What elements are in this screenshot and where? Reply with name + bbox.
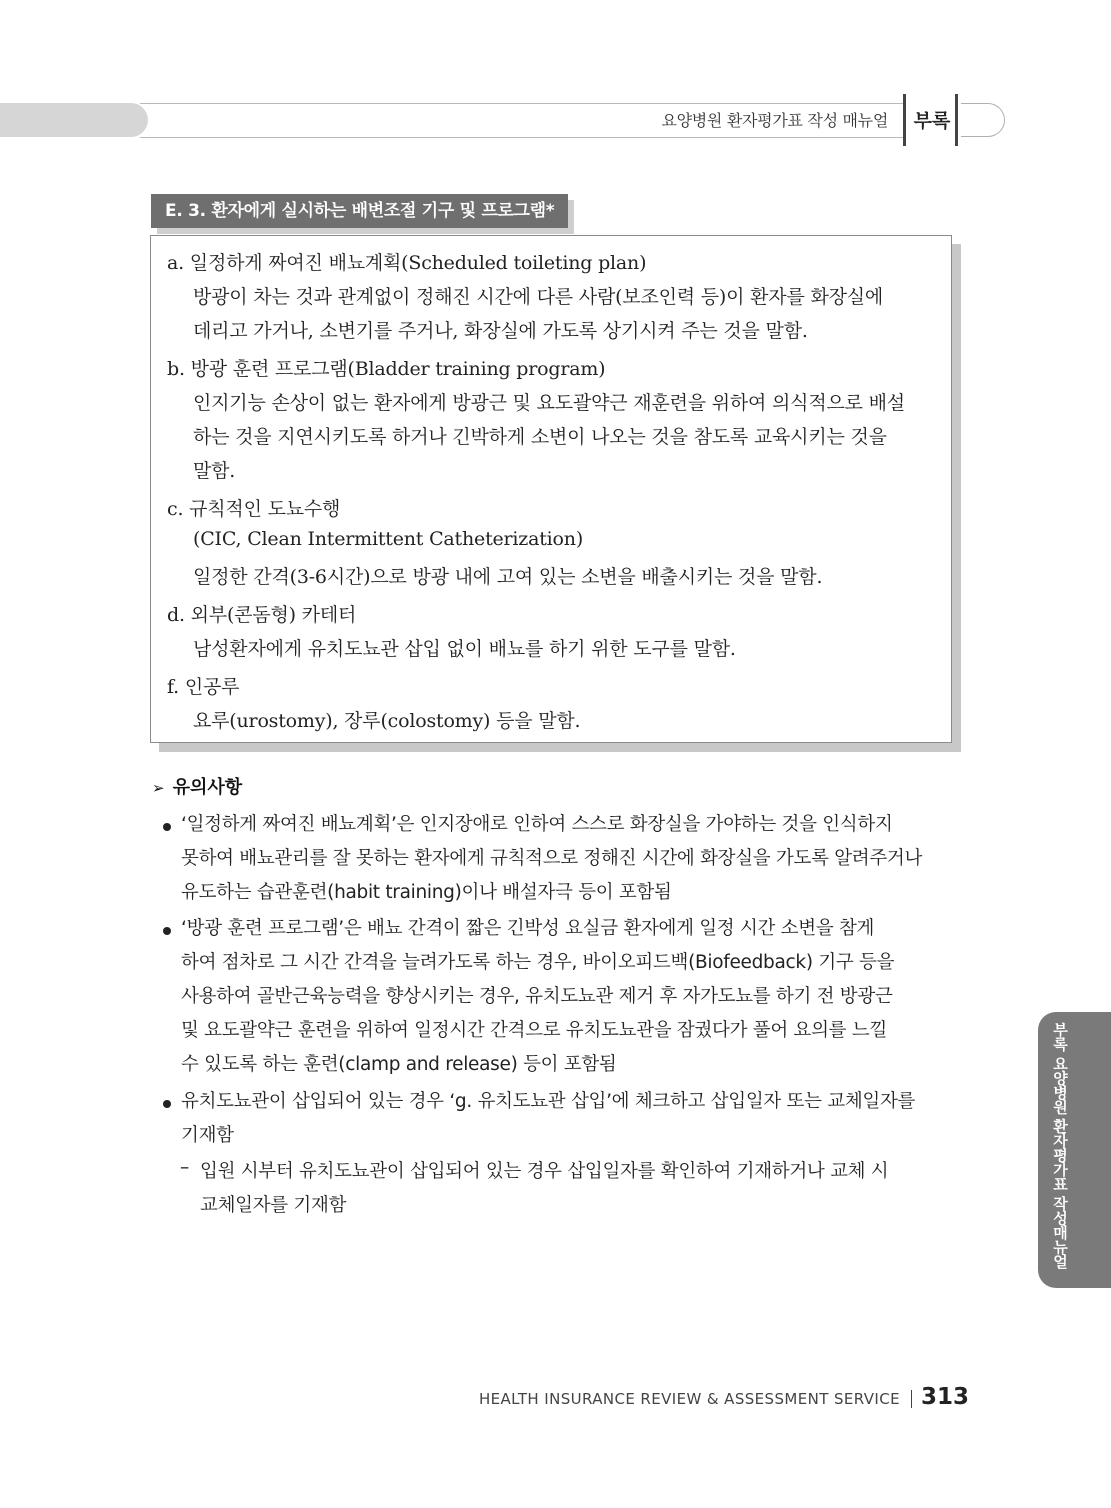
bullet-icon bbox=[163, 823, 171, 831]
note-2-line: 및 요도괄약근 훈련을 위하여 일정시간 간격으로 유치도뇨관을 잠궜다가 풀어 요의를 느낄 bbox=[181, 1020, 887, 1041]
definition-c-text: (CIC, Clean Intermittent Catheterization) bbox=[193, 528, 584, 550]
definition-b-text: 하는 것을 지연시키도록 하거나 긴박하게 소변이 나오는 것을 참도록 교육시키는 것을 bbox=[193, 426, 887, 448]
header-rule-bottom bbox=[140, 137, 905, 138]
header-section-label: 부록 bbox=[913, 110, 951, 132]
bullet-icon bbox=[163, 1100, 171, 1108]
header-divider-right bbox=[955, 94, 958, 146]
header-band-left bbox=[0, 103, 148, 137]
arrow-right-icon: ➢ bbox=[152, 779, 165, 797]
definition-f-heading: f. 인공루 bbox=[167, 676, 240, 698]
definition-f-text: 요루(urostomy), 장루(colostomy) 등을 말함. bbox=[193, 710, 581, 732]
header-doc-title: 요양병원 환자평가표 작성 매뉴얼 bbox=[661, 111, 888, 130]
note-3-line: 기재함 bbox=[181, 1125, 234, 1146]
note-3-line: 유치도뇨관이 삽입되어 있는 경우 ‘g. 유치도뇨관 삽입’에 체크하고 삽입일자 또는 교체일자를 bbox=[181, 1091, 916, 1112]
header-band-right bbox=[961, 103, 1005, 137]
note-1-line: 못하여 배뇨관리를 잘 못하는 환자에게 규칙적으로 정해진 시간에 화장실을 가도록 알려주거나 bbox=[181, 848, 923, 869]
page-number: 313 bbox=[921, 1384, 970, 1410]
note-3-sub-line: 입원 시부터 유치도뇨관이 삽입되어 있는 경우 삽입일자를 확인하여 기재하거나 교체 시 bbox=[200, 1161, 889, 1182]
definition-a-heading: a. 일정하게 짜여진 배뇨계획(Scheduled toileting plan) bbox=[167, 252, 647, 274]
note-3-sub-line: 교체일자를 기재함 bbox=[200, 1195, 347, 1216]
definition-c-heading: c. 규칙적인 도뇨수행 bbox=[167, 498, 341, 520]
note-2-line: ‘방광 훈련 프로그램’은 배뇨 간격이 짧은 긴박성 요실금 환자에게 일정 시간 소변을 참게 bbox=[181, 918, 875, 939]
notes-heading-text: 유의사항 bbox=[172, 777, 243, 798]
footer-org: HEALTH INSURANCE REVIEW & ASSESSMENT SERVICE bbox=[478, 1390, 900, 1408]
definition-a-text: 데리고 가거나, 소변기를 주거나, 화장실에 가도록 상기시켜 주는 것을 말함. bbox=[193, 320, 808, 342]
note-1-line: 유도하는 습관훈련(habit training)이나 배설자극 등이 포함됨 bbox=[181, 882, 672, 903]
header-divider-left bbox=[903, 94, 906, 146]
notes-heading bbox=[152, 773, 242, 799]
bullet-icon bbox=[163, 927, 171, 935]
note-1-line: ‘일정하게 짜여진 배뇨계획’은 인지장애로 인하여 스스로 화장실을 가야하는 것을 인식하지 bbox=[181, 814, 893, 835]
definition-d-text: 남성환자에게 유치도뇨관 삽입 없이 배뇨를 하기 위한 도구를 말함. bbox=[193, 638, 736, 660]
definition-b-heading: b. 방광 훈련 프로그램(Bladder training program) bbox=[167, 358, 606, 380]
note-2-line: 사용하여 골반근육능력을 향상시키는 경우, 유치도뇨관 제거 후 자가도뇨를 하기 전 방광근 bbox=[181, 986, 893, 1007]
header-rule-top bbox=[140, 103, 905, 104]
note-2-line: 하여 점차로 그 시간 간격을 늘려가도록 하는 경우, 바이오피드백(Biofeedback) 기구 등을 bbox=[181, 952, 895, 973]
definitions-box bbox=[150, 235, 952, 743]
definition-d-heading: d. 외부(콘돔형) 카테터 bbox=[167, 604, 357, 626]
footer-divider bbox=[911, 1390, 912, 1408]
side-index-tab-label: 부록 요양병원 환자평가표 작성매뉴얼 bbox=[1051, 1022, 1069, 1269]
definition-c-text: 일정한 간격(3-6시간)으로 방광 내에 고여 있는 소변을 배출시키는 것을 말함. bbox=[193, 566, 823, 588]
dash-marker: – bbox=[180, 1157, 190, 1178]
definition-b-text: 말함. bbox=[193, 460, 236, 482]
note-2-line: 수 있도록 하는 훈련(clamp and release) 등이 포함됨 bbox=[181, 1054, 617, 1075]
definition-b-text: 인지기능 손상이 없는 환자에게 방광근 및 요도괄약근 재훈련을 위하여 의식적으로 배설 bbox=[193, 392, 905, 414]
section-title: E. 3. 환자에게 실시하는 배변조절 기구 및 프로그램* bbox=[151, 194, 568, 228]
definition-a-text: 방광이 차는 것과 관계없이 정해진 시간에 다른 사람(보조인력 등)이 환자를 화장실에 bbox=[193, 286, 884, 308]
